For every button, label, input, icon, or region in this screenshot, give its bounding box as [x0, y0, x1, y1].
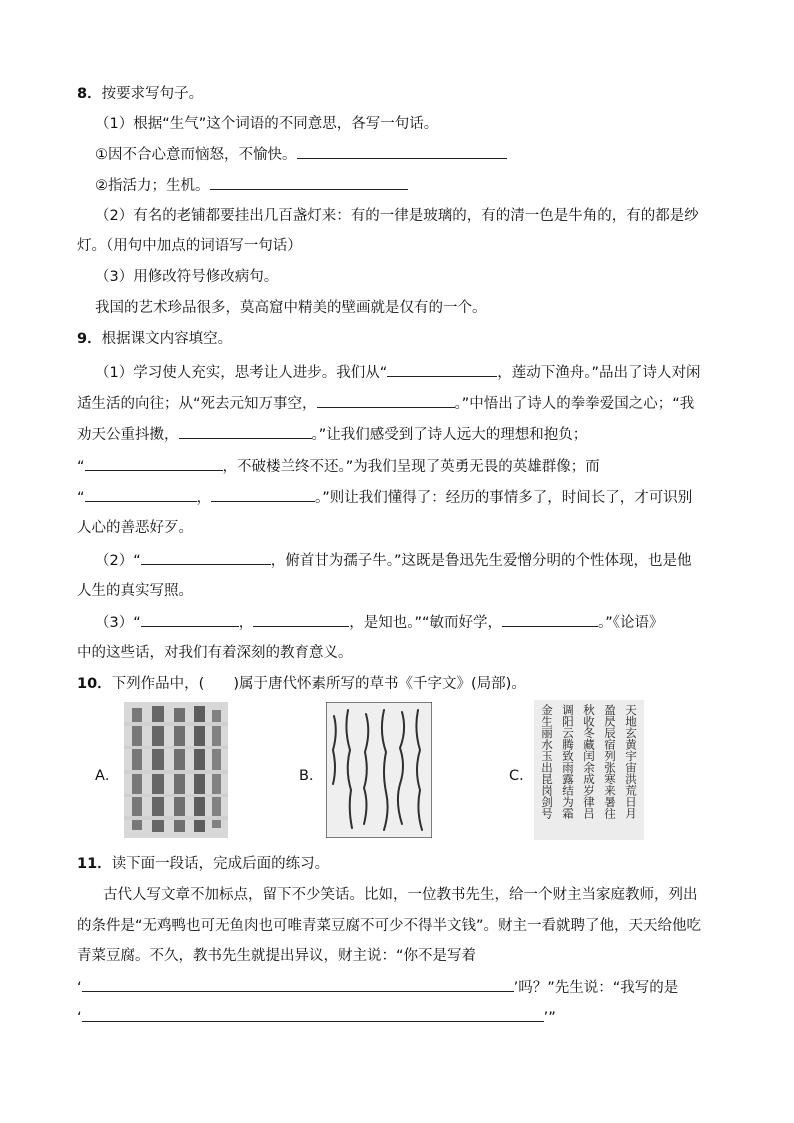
q8-heading — [77, 84, 203, 104]
text: ， — [196, 490, 212, 506]
answer-blank[interactable] — [297, 144, 507, 159]
q9-heading — [77, 329, 232, 349]
text: 。”让我们感受到了诗人远大的理想和抱负； — [311, 427, 588, 443]
question-title: 按要求写句子。 — [101, 86, 204, 102]
text: （2）“ — [95, 553, 141, 569]
calligraphy-column: 天地玄黄宇宙洪荒日月 — [624, 704, 638, 819]
question-number: 11． — [77, 856, 112, 872]
text: ’吗？”先生说：“我写的是 — [513, 980, 679, 996]
q9-line7 — [95, 550, 692, 571]
q8-part3: （3）用修改符号修改病句。 — [95, 269, 279, 285]
calligraphy-column: 盈昃辰宿列张寒来暑往 — [603, 704, 617, 819]
q9-line8: 人生的真实写照。 — [77, 583, 193, 599]
calligraphy-column: 秋收冬藏闰余成岁律吕 — [582, 704, 596, 819]
prompt-text: ①因不合心意而恼怒，不愉快。 — [95, 147, 297, 163]
q8-part1b — [95, 175, 408, 196]
calligraphy-column: 金生丽水玉出昆岗剑号 — [540, 704, 554, 819]
q8-part2-line1: （2）有名的老铺都要挂出几百盏灯来：有的一律是玻璃的，有的清一色是牛角的，有的都是纱 — [95, 208, 699, 224]
answer-blank[interactable] — [85, 487, 197, 502]
q11-line2: 的条件是“无鸡鸭也可无鱼肉也可唯青菜豆腐不可少不得半文钱”。财主一看就聘了他，天天给他吃 — [77, 918, 702, 934]
text: 。”则让我们懂得了：经历的事情多了，时间长了，才可识别 — [315, 490, 693, 506]
q9-line10: 中的这些话，对我们有着深刻的教育意义。 — [77, 645, 353, 661]
text: （1）学习使人充实，思考让人进步。我们从“ — [95, 365, 388, 381]
calligraphy-image-b[interactable] — [326, 702, 432, 838]
q9-line1 — [95, 362, 701, 383]
q11-line5 — [77, 1007, 556, 1028]
text: 劝天公重抖擞， — [77, 427, 179, 443]
q8-part1: （1）根据“生气”这个词语的不同意思，各写一句话。 — [95, 116, 439, 132]
text: “ — [77, 459, 85, 475]
answer-blank[interactable] — [141, 550, 271, 565]
q11-line4 — [77, 977, 678, 998]
q8-part1a — [95, 144, 507, 165]
question-title: 读下面一段话，完成后面的练习。 — [111, 856, 330, 872]
option-a-label: A． — [95, 768, 120, 784]
q9-line2 — [77, 393, 694, 414]
answer-blank[interactable] — [82, 1007, 544, 1022]
q9-line9 — [95, 612, 664, 633]
text: ‘ — [77, 980, 82, 996]
question-number: 8． — [77, 86, 102, 102]
text: 适生活的向往；从“死去元知万事空， — [77, 396, 317, 412]
answer-blank[interactable] — [253, 612, 349, 627]
q9-line5 — [77, 487, 692, 508]
q9-line6: 人心的善恶好歹。 — [77, 520, 193, 536]
question-title: 根据课文内容填空。 — [101, 331, 233, 347]
text: 。”中悟出了诗人的拳拳爱国之心；“我 — [454, 396, 695, 412]
text: ，不破楼兰终不还。”为我们呈现了英勇无畏的英雄群像；而 — [222, 459, 600, 475]
option-b-label: B． — [299, 768, 324, 784]
q11-line1: 古代人写文章不加标点，留下不少笑话。比如，一位教书先生，给一个财主当家庭教师，列出 — [103, 887, 698, 903]
answer-blank[interactable] — [211, 487, 315, 502]
prompt-text: ②指活力；生机。 — [95, 178, 210, 194]
text: （3）“ — [95, 615, 141, 631]
answer-blank[interactable] — [141, 612, 239, 627]
q10-heading — [77, 674, 526, 694]
q11-heading — [77, 854, 329, 874]
answer-blank[interactable] — [210, 175, 408, 190]
q9-line3 — [77, 424, 587, 445]
answer-blank[interactable] — [317, 393, 455, 408]
q9-line4 — [77, 456, 600, 477]
question-title: 下列作品中，( )属于唐代怀素所写的草书《千字文》(局部)。 — [111, 676, 526, 692]
calligraphy-image-a[interactable] — [124, 702, 228, 838]
calligraphy-image-c[interactable] — [534, 700, 644, 840]
text: ‘ — [77, 1010, 82, 1026]
text: “ — [77, 490, 85, 506]
text: ，俯首甘为孺子牛。”这既是鲁迅先生爱憎分明的个性体现，也是他 — [270, 553, 692, 569]
answer-blank[interactable] — [85, 456, 223, 471]
q11-line3: 青菜豆腐。不久，教书先生就提出异议，财主说：“你不是写着 — [77, 948, 477, 964]
text: ，是知也。”“敏而好学， — [349, 615, 503, 631]
q8-part2-line2: 灯。（用句中加点的词语写一句话） — [77, 238, 302, 254]
text: ， — [238, 615, 254, 631]
question-number: 9． — [77, 331, 102, 347]
answer-blank[interactable] — [179, 424, 312, 439]
text: 。”《论语》 — [598, 615, 664, 631]
answer-blank[interactable] — [82, 977, 514, 992]
answer-blank[interactable] — [502, 612, 598, 627]
option-c-label: C． — [509, 768, 534, 784]
question-number: 10． — [77, 676, 112, 692]
text: ’” — [543, 1010, 556, 1026]
text: ，莲动下渔舟。”品出了诗人对闲 — [497, 365, 701, 381]
calligraphy-column: 调阳云腾致雨露结为霜 — [561, 704, 575, 819]
answer-blank[interactable] — [387, 362, 497, 377]
q8-part3-sentence: 我国的艺术珍品很多，莫高窟中精美的壁画就是仅有的一个。 — [95, 300, 487, 316]
